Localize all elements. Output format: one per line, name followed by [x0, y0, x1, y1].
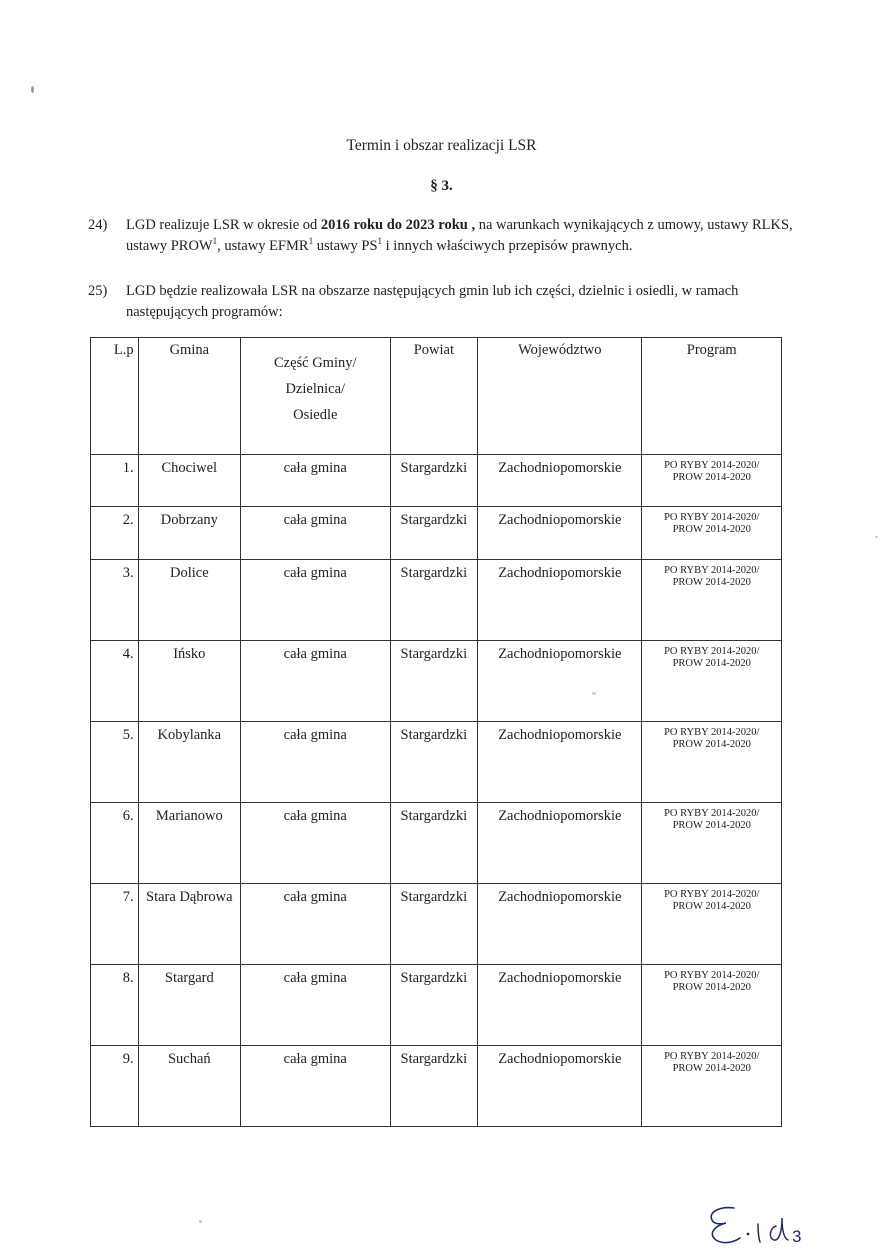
- cell-gmina: Dobrzany: [138, 507, 240, 560]
- cell-czesc: cała gmina: [241, 803, 390, 884]
- cell-czesc: cała gmina: [241, 884, 390, 965]
- table-row: [91, 965, 782, 1046]
- cell-gmina: Ińsko: [138, 641, 240, 722]
- table-row: [91, 560, 782, 641]
- scan-speck: [875, 536, 878, 538]
- cell-program: PO RYBY 2014-2020/ PROW 2014-2020: [642, 507, 782, 560]
- cell-program: PO RYBY 2014-2020/ PROW 2014-2020: [642, 884, 782, 965]
- cell-program: PO RYBY 2014-2020/ PROW 2014-2020: [642, 560, 782, 641]
- scan-speck: [199, 1220, 202, 1223]
- cell-wojewodztwo: Zachodniopomorskie: [478, 560, 642, 641]
- header-program: Program: [642, 338, 782, 455]
- table-header-row: [91, 338, 782, 455]
- period-bold: 2016 roku do 2023 roku ,: [320, 217, 476, 233]
- table-row: [91, 455, 782, 507]
- cell-wojewodztwo: Zachodniopomorskie: [478, 507, 642, 560]
- cell-program: PO RYBY 2014-2020/ PROW 2014-2020: [642, 965, 782, 1046]
- cell-wojewodztwo: Zachodniopomorskie: [478, 1046, 642, 1127]
- handwritten-signature: [700, 1198, 810, 1248]
- paragraph-25: [88, 281, 808, 323]
- cell-powiat: Stargardzki: [390, 722, 478, 803]
- cell-czesc: cała gmina: [241, 560, 390, 641]
- section-number: § 3.: [430, 178, 453, 194]
- cell-lp: 6.: [91, 803, 139, 884]
- table-row: [91, 722, 782, 803]
- cell-czesc: cała gmina: [241, 641, 390, 722]
- cell-czesc: cała gmina: [241, 1046, 390, 1127]
- cell-wojewodztwo: Zachodniopomorskie: [478, 884, 642, 965]
- cell-powiat: Stargardzki: [390, 803, 478, 884]
- cell-czesc: cała gmina: [241, 507, 390, 560]
- cell-lp: 2.: [91, 507, 139, 560]
- cell-gmina: Chociwel: [138, 455, 240, 507]
- table-row: [91, 1046, 782, 1127]
- cell-powiat: Stargardzki: [390, 455, 478, 507]
- cell-lp: 4.: [91, 641, 139, 722]
- cell-program: PO RYBY 2014-2020/ PROW 2014-2020: [642, 455, 782, 507]
- cell-wojewodztwo: Zachodniopomorskie: [478, 803, 642, 884]
- cell-powiat: Stargardzki: [390, 965, 478, 1046]
- cell-czesc: cała gmina: [241, 965, 390, 1046]
- page-mark: 3: [792, 1227, 802, 1246]
- cell-lp: 5.: [91, 722, 139, 803]
- cell-lp: 3.: [91, 560, 139, 641]
- cell-gmina: Kobylanka: [138, 722, 240, 803]
- cell-powiat: Stargardzki: [390, 641, 478, 722]
- cell-wojewodztwo: Zachodniopomorskie: [478, 722, 642, 803]
- cell-lp: 9.: [91, 1046, 139, 1127]
- paragraph-text: LGD będzie realizowała LSR na obszarze następujących gmin lub ich części, dzielnic i osiedli, w ramach następujących programów:: [126, 283, 739, 320]
- cell-czesc: cała gmina: [241, 455, 390, 507]
- cell-wojewodztwo: Zachodniopomorskie: [478, 965, 642, 1046]
- area-table: [90, 337, 782, 1127]
- scan-speck: [592, 692, 596, 695]
- cell-gmina: Dolice: [138, 560, 240, 641]
- cell-powiat: Stargardzki: [390, 507, 478, 560]
- cell-powiat: Stargardzki: [390, 560, 478, 641]
- page-title: Termin i obszar realizacji LSR: [346, 137, 537, 154]
- header-powiat: Powiat: [390, 338, 478, 455]
- cell-gmina: Marianowo: [138, 803, 240, 884]
- cell-gmina: Stara Dąbrowa: [138, 884, 240, 965]
- cell-powiat: Stargardzki: [390, 884, 478, 965]
- cell-gmina: Suchań: [138, 1046, 240, 1127]
- cell-program: PO RYBY 2014-2020/ PROW 2014-2020: [642, 1046, 782, 1127]
- table-row: [91, 803, 782, 884]
- paragraph-24: [88, 215, 808, 257]
- header-wojewodztwo: Województwo: [478, 338, 642, 455]
- paragraph-number: 25): [88, 283, 108, 299]
- cell-wojewodztwo: Zachodniopomorskie: [478, 455, 642, 507]
- cell-wojewodztwo: Zachodniopomorskie: [478, 641, 642, 722]
- cell-program: PO RYBY 2014-2020/ PROW 2014-2020: [642, 641, 782, 722]
- table-row: [91, 884, 782, 965]
- paragraph-number: 24): [88, 217, 108, 233]
- cell-gmina: Stargard: [138, 965, 240, 1046]
- cell-czesc: cała gmina: [241, 722, 390, 803]
- paragraph-text: LGD realizuje LSR w okresie od 2016 roku do 2023 roku , na warunkach wynikających z umowy, ustawy RLKS, ustawy PROW$^1$, ustawy EFMR$^1$ ustawy $PS^1$ i innych właściwych przepisów prawnych.: [126, 217, 793, 254]
- header-lp: L.p: [91, 338, 139, 455]
- header-gmina: Gmina: [138, 338, 240, 455]
- cell-lp: 1.: [91, 455, 139, 507]
- cell-program: PO RYBY 2014-2020/ PROW 2014-2020: [642, 803, 782, 884]
- table-row: [91, 507, 782, 560]
- cell-lp: 8.: [91, 965, 139, 1046]
- cell-program: PO RYBY 2014-2020/ PROW 2014-2020: [642, 722, 782, 803]
- table-row: [91, 641, 782, 722]
- cell-lp: 7.: [91, 884, 139, 965]
- scan-speck: [31, 86, 34, 93]
- cell-powiat: Stargardzki: [390, 1046, 478, 1127]
- header-czesc: Część Gminy/ Dzielnica/ Osiedle: [241, 338, 390, 455]
